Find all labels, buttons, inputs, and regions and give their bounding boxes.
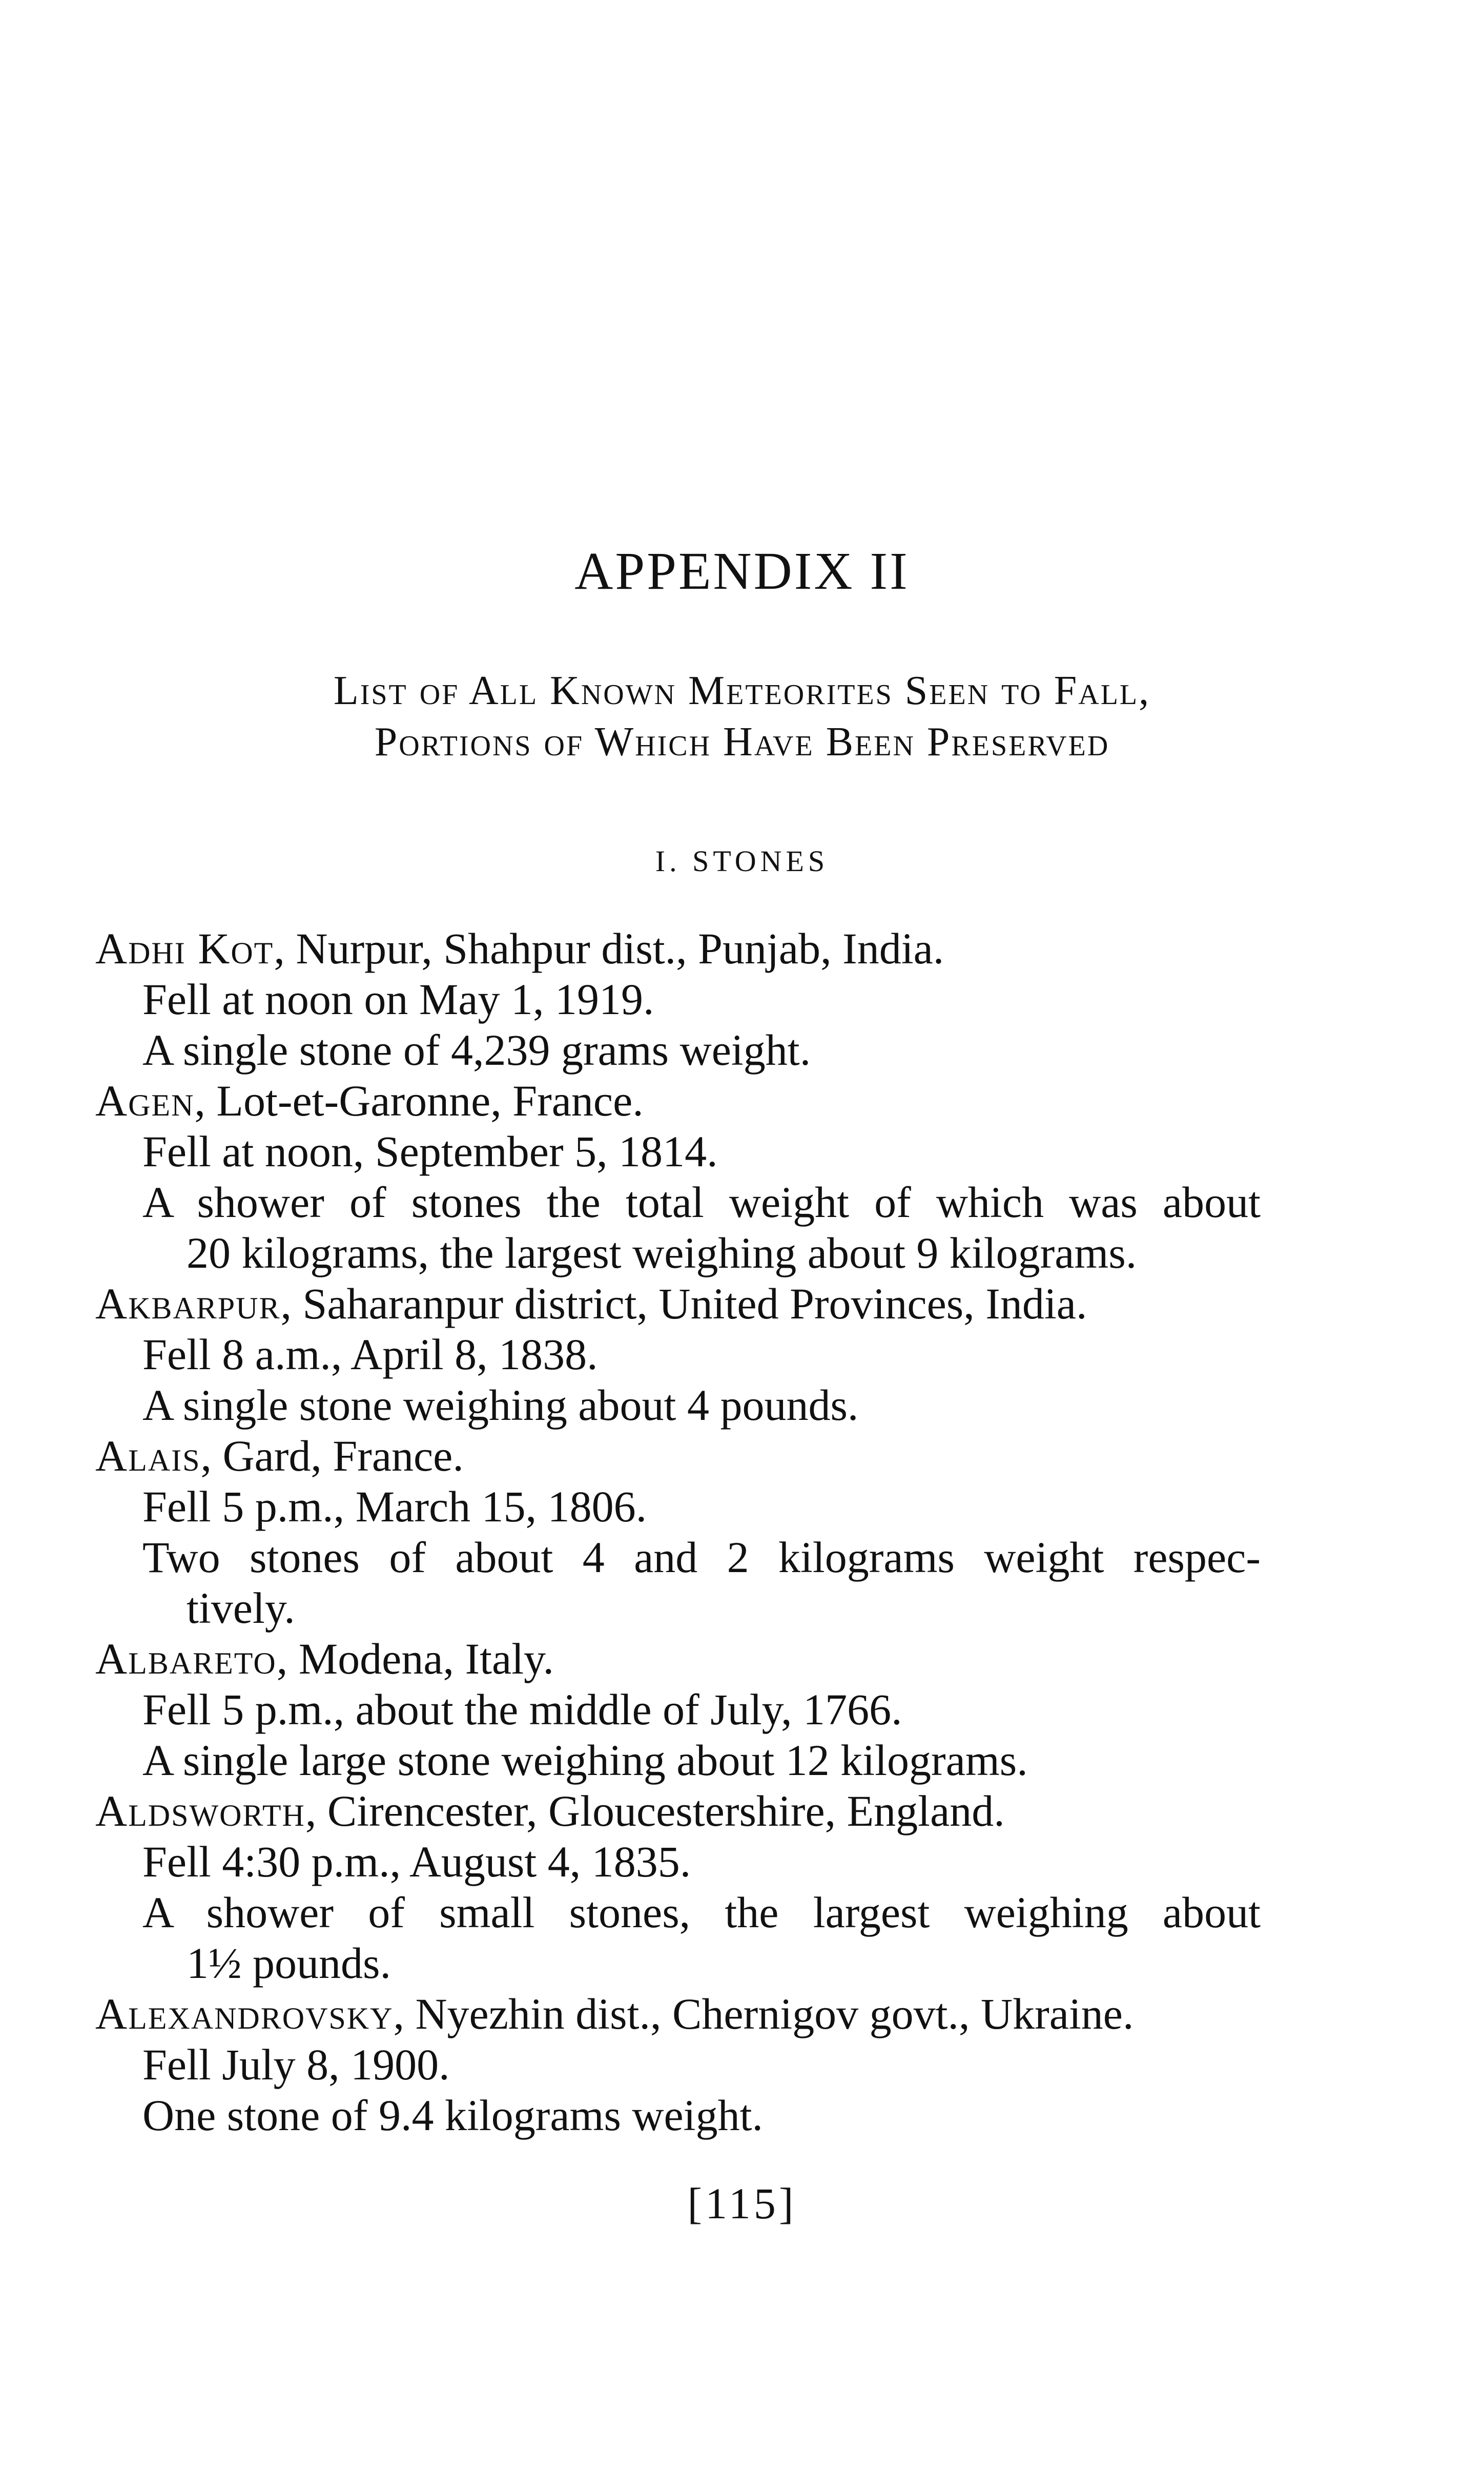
subtitle-line-2: Portions of Which Have Been Preserved <box>374 719 1110 765</box>
meteorite-location: , Modena, Italy. <box>276 1634 554 1683</box>
fall-date-line: Fell 5 p.m., about the middle of July, 1766. <box>142 1685 902 1734</box>
entry-heading <box>95 1634 1261 1684</box>
appendix-title: APPENDIX II <box>574 542 910 601</box>
meteorite-name: Adhi Kot <box>95 924 274 973</box>
section-title: I. STONES <box>655 844 829 878</box>
meteorite-entry-agen <box>95 1076 1261 1278</box>
entry-heading <box>95 1076 1261 1126</box>
fall-date-line: Fell at noon, September 5, 1814. <box>142 1127 718 1176</box>
meteorite-location: , Saharanpur district, United Provinces, India. <box>280 1279 1087 1328</box>
description-line: A shower of small stones, the largest weighing about <box>142 1888 1261 1937</box>
description-continuation: 1½ pounds. <box>187 1938 391 1988</box>
fall-date-line: Fell 4:30 p.m., August 4, 1835. <box>142 1837 691 1886</box>
entry-heading <box>95 1278 1261 1329</box>
fall-date-line: Fell 5 p.m., March 15, 1806. <box>142 1482 647 1531</box>
meteorite-location: , Cirencester, Gloucestershire, England. <box>305 1786 1005 1835</box>
meteorite-entry-albareto <box>95 1634 1261 1786</box>
entry-heading <box>95 1431 1261 1481</box>
description-line: A shower of stones the total weight of which was about <box>142 1178 1261 1227</box>
entry-heading <box>95 1786 1261 1837</box>
meteorite-location: , Gard, France. <box>200 1431 464 1480</box>
meteorite-location: , Nyezhin dist., Chernigov govt., Ukraine. <box>393 1989 1134 2038</box>
meteorite-name: Akbarpur <box>95 1279 281 1328</box>
description-line: A single stone weighing about 4 pounds. <box>142 1380 859 1430</box>
meteorite-entry-akbarpur <box>95 1278 1261 1431</box>
fall-date-line: Fell July 8, 1900. <box>142 2040 450 2089</box>
description-line: One stone of 9.4 kilograms weight. <box>142 2091 763 2140</box>
meteorite-list <box>95 923 1261 2141</box>
entry-heading <box>95 923 1261 974</box>
meteorite-name: Alexandrovsky <box>95 1989 394 2038</box>
subtitle-line-1: List of All Known Meteorites Seen to Fall, <box>333 668 1151 713</box>
meteorite-name: Aldsworth <box>95 1786 305 1835</box>
entry-heading <box>95 1989 1261 2039</box>
meteorite-name: Alais <box>95 1431 201 1480</box>
meteorite-location: , Nurpur, Shahpur dist., Punjab, India. <box>274 924 944 973</box>
page-number: [115] <box>687 2179 797 2228</box>
fall-date-line: Fell at noon on May 1, 1919. <box>142 975 654 1024</box>
meteorite-entry-alais <box>95 1431 1261 1634</box>
description-line: A single large stone weighing about 12 kilograms. <box>142 1736 1028 1785</box>
meteorite-entry-aldsworth <box>95 1786 1261 1989</box>
meteorite-name: Albareto <box>95 1634 277 1683</box>
meteorite-name: Agen <box>95 1076 195 1125</box>
meteorite-entry-alexandrovsky <box>95 1989 1261 2141</box>
description-continuation: tively. <box>187 1583 295 1633</box>
description-continuation: 20 kilograms, the largest weighing about 9 kilograms. <box>187 1228 1137 1277</box>
description-line: A single stone of 4,239 grams weight. <box>142 1025 811 1075</box>
meteorite-location: , Lot-et-Garonne, France. <box>194 1076 644 1125</box>
fall-date-line: Fell 8 a.m., April 8, 1838. <box>142 1330 598 1379</box>
description-line: Two stones of about 4 and 2 kilograms weight respec- <box>142 1533 1261 1582</box>
meteorite-entry-adhi-kot <box>95 923 1261 1076</box>
